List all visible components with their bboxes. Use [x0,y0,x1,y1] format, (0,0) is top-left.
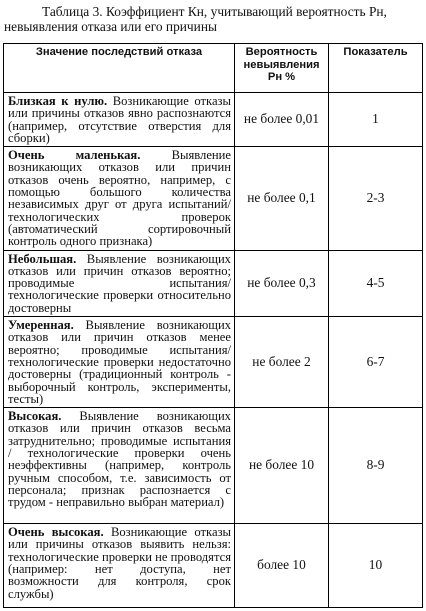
table-caption [0,4,426,34]
table-row [4,317,423,408]
consequence-cell [4,408,235,524]
indicator-cell: 1 [329,93,423,147]
header-probability-line-2: невыявления [243,58,320,71]
header-probability-line-3: Рн % [267,71,296,83]
consequence-text: Возникающие отказы или причины отказов выявить нельзя: технологические проверки не проводятся (например: нет доступа, нет возможности для контроля, срок службы) [8,525,232,601]
table-row [4,524,423,608]
table-row [4,147,423,250]
consequence-text: Выявление возникающих отказов или причин отказов очень вероятно, например, с помощью большого количества независимых друг от друга испытаний/ технологических проверок (автоматический сортировочный контроль одного признака) [8,148,231,249]
probability-cell: не более 0,1 [235,147,329,250]
consequence-title: Небольшая. [8,251,77,266]
probability-cell: не более 10 [235,408,329,524]
indicator-cell: 6-7 [329,317,423,408]
consequence-text: Выявление возникающих отказов или причин отказов вероятно; проводимые испытания/ технологические проверки относительно достоверны [8,251,231,315]
consequence-text: Выявление возникающих отказов или причин отказов весьма затруднительно; проводимые испытания / технологические проверки очень неэффективны (например, контроль ручным способом, т.е. зависимость от персонала; признак распознается с трудом - неправильно выбран материал) [8,409,231,510]
consequence-title: Высокая. [8,409,62,424]
table-header-row [4,44,423,93]
consequence-text: Выявление возникающих отказов или причин отказов менее вероятно; проводимые испытания/ технологические проверки недостаточно достоверны (традиционный контроль - выборочный контроль, эксперименты, тесты) [8,318,231,406]
header-consequence: Значение последствий отказа [4,44,235,93]
probability-cell: не более 0,3 [235,250,329,316]
probability-cell: не более 0,01 [235,93,329,147]
consequence-title: Очень маленькая. [8,148,141,163]
table-row [4,250,423,316]
consequence-title: Близкая к нулю. [8,94,108,108]
table-row [4,408,423,524]
header-probability-line-1: Вероятность [245,46,318,58]
caption-line-2: невыявления отказа или его причины [4,19,217,34]
indicator-cell: 10 [329,524,423,608]
consequence-text: Возникающие отказы или причины отказов явно распознаются (например, отсутствие отверстия для сборки) [8,94,231,145]
consequence-cell [4,317,235,408]
consequence-cell [4,147,235,250]
probability-cell: более 10 [235,524,329,608]
consequence-cell [4,93,235,147]
consequence-cell [4,524,235,608]
caption-line-1: Таблица 3. Коэффициент Кн, учитывающий вероятность Рн, [42,4,387,19]
indicator-cell: 2-3 [329,147,423,250]
probability-cell: не более 2 [235,317,329,408]
header-indicator: Показатель [329,44,423,93]
header-probability [235,44,329,93]
consequence-title: Умеренная. [8,318,74,333]
consequence-cell [4,250,235,316]
consequence-title: Очень высокая. [8,525,104,540]
indicator-cell: 8-9 [329,408,423,524]
indicator-cell: 4-5 [329,250,423,316]
table-row [4,93,423,147]
detection-probability-table [3,43,423,608]
